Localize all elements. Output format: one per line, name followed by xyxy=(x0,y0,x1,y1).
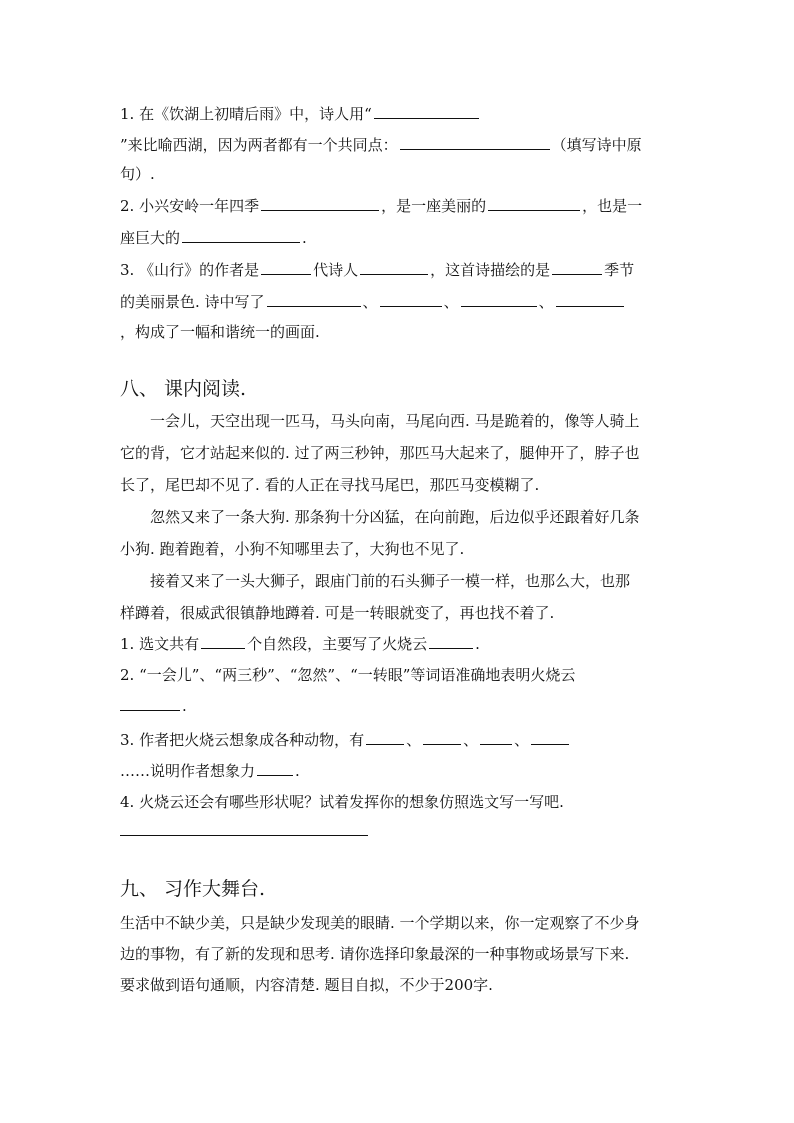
q1-line-3 xyxy=(120,164,680,184)
answer-blank[interactable] xyxy=(461,292,537,307)
writing-blank-line[interactable] xyxy=(120,835,368,836)
q2-line-2 xyxy=(120,228,680,248)
section-8-title: 八、 课内阅读. xyxy=(120,378,247,400)
reading-q4: 4. 火烧云还会有哪些形状呢？试着发挥你的想象仿照选文写一写吧. xyxy=(120,793,564,811)
question-text: 个自然段，主要写了火烧云 xyxy=(247,635,428,653)
q2-text: 座巨大的 xyxy=(120,229,181,247)
answer-blank[interactable] xyxy=(552,260,602,275)
answer-blank[interactable] xyxy=(423,730,461,745)
answer-blank[interactable] xyxy=(531,730,569,745)
q2-line-1 xyxy=(120,196,680,216)
q2-text: ，是一座美丽的 xyxy=(381,197,487,215)
q1-text: ”来比喻西湖，因为两者都有一个共同点： xyxy=(120,136,398,154)
answer-blank[interactable] xyxy=(360,260,428,275)
reading-q2-line-1: 2. “一会儿”、“两三秒”、“忽然”、“一转眼”等词语准确地表明火烧云 xyxy=(120,666,576,684)
answer-blank[interactable] xyxy=(257,761,293,776)
q3-text: 的美丽景色. 诗中写了 xyxy=(120,293,265,311)
separator: 、 xyxy=(362,293,378,311)
q3-text: ，这首诗描绘的是 xyxy=(430,261,551,279)
reading-q3-line-2 xyxy=(120,761,680,781)
q3-line-1 xyxy=(120,260,680,280)
answer-blank[interactable] xyxy=(429,634,473,649)
q2-text: ，也是一 xyxy=(582,197,643,215)
question-text: ……说明作者想象力 xyxy=(120,762,256,780)
answer-blank[interactable] xyxy=(261,260,311,275)
answer-blank[interactable] xyxy=(120,696,180,711)
q3-text: 代诗人 xyxy=(313,261,359,279)
q3-text: 季节 xyxy=(604,261,635,279)
essay-prompt-line: 边的事物，有了新的发现和思考. 请你选择印象最深的一种事物或场景写下来. xyxy=(120,945,630,963)
passage-line: 长了，尾巴却不见了. 看的人正在寻找马尾巴，那匹马变模糊了. xyxy=(120,476,540,494)
q2-text: 2. 小兴安岭一年四季 xyxy=(120,197,260,215)
answer-blank[interactable] xyxy=(400,135,550,150)
passage-line: 小狗. 跑着跑着，小狗不知哪里去了，大狗也不见了. xyxy=(120,540,465,558)
answer-blank[interactable] xyxy=(380,292,442,307)
question-text: . xyxy=(295,762,300,780)
answer-blank[interactable] xyxy=(261,196,379,211)
passage-line: 一会儿，天空出现一匹马，马头向南，马尾向西. 马是跪着的，像等人骑上 xyxy=(150,412,640,430)
answer-blank[interactable] xyxy=(267,292,361,307)
essay-prompt-line: 要求做到语句通顺，内容清楚. 题目自拟，不少于200字. xyxy=(120,976,493,994)
q3-text: ，构成了一幅和谐统一的画面. xyxy=(120,323,320,341)
answer-blank[interactable] xyxy=(374,104,479,119)
separator: 、 xyxy=(406,731,422,749)
answer-blank[interactable] xyxy=(480,730,512,745)
reading-q2-line-2 xyxy=(120,696,680,716)
passage-line: 忽然又来了一条大狗. 那条狗十分凶猛，在向前跑，后边似乎还跟着好几条 xyxy=(150,508,640,526)
q3-line-2 xyxy=(120,292,680,312)
answer-blank[interactable] xyxy=(556,292,624,307)
answer-blank[interactable] xyxy=(201,634,245,649)
q3-text: 3. 《山行》的作者是 xyxy=(120,261,260,279)
q1-text: 1. 在《饮湖上初晴后雨》中，诗人用“ xyxy=(120,105,372,123)
essay-prompt-line: 生活中不缺少美，只是缺少发现美的眼睛. 一个学期以来，你一定观察了不少身 xyxy=(120,914,640,932)
reading-q3-line-1 xyxy=(120,730,680,750)
q3-line-3 xyxy=(120,322,680,342)
separator: 、 xyxy=(463,731,479,749)
q1-line-2 xyxy=(120,135,680,155)
passage-line: 接着又来了一头大狮子，跟庙门前的石头狮子一模一样，也那么大，也那 xyxy=(150,572,631,590)
passage-line: 样蹲着，很威武很镇静地蹲着. 可是一转眼就变了，再也找不着了. xyxy=(120,604,555,622)
separator: 、 xyxy=(443,293,459,311)
separator: 、 xyxy=(538,293,554,311)
section-9-title: 九、 习作大舞台. xyxy=(120,878,266,900)
separator: 、 xyxy=(514,731,530,749)
q1-line-1 xyxy=(120,104,680,124)
question-text: 3. 作者把火烧云想象成各种动物，有 xyxy=(120,731,365,749)
q1-text: （填写诗中原 xyxy=(551,136,642,154)
reading-q1 xyxy=(120,634,680,654)
q2-text: . xyxy=(302,229,307,247)
answer-blank[interactable] xyxy=(488,196,580,211)
question-text: . xyxy=(182,697,187,715)
passage-line: 它的背，它才站起来似的. 过了两三秒钟，那匹马大起来了，腿伸开了，脖子也 xyxy=(120,444,640,462)
answer-blank[interactable] xyxy=(366,730,404,745)
question-text: 1. 选文共有 xyxy=(120,635,200,653)
answer-blank[interactable] xyxy=(182,228,300,243)
question-text: . xyxy=(475,635,480,653)
q1-text: 句）. xyxy=(120,165,155,183)
